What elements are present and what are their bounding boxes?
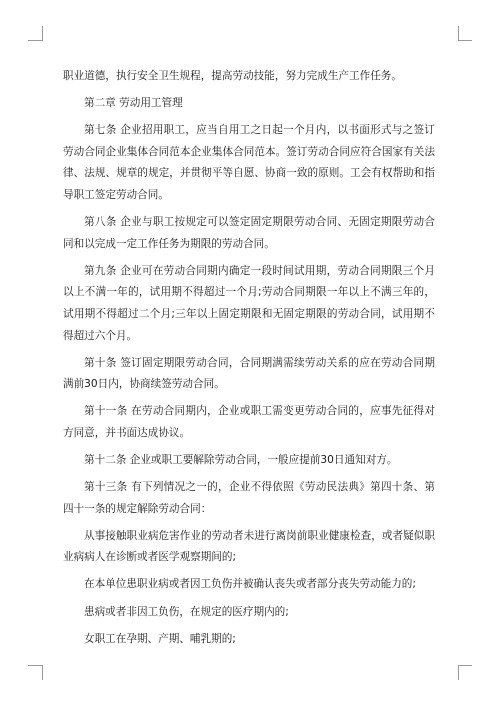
- document-body: [63, 66, 435, 656]
- chapter-heading: 第二章 劳动用工管理: [84, 97, 183, 110]
- list-item-occupational-exam: 从事接触职业病危害作业的劳动者未进行离岗前职业健康检查，或者疑似职业病病人在诊断或者医学观察期间的;: [63, 529, 435, 564]
- article-11: 第十一条 在劳动合同期内，企业或职工需变更劳动合同的，应事先征得对方同意，并书面达成协议。: [63, 405, 435, 439]
- article-12: 第十二条 企业或职工要解除劳动合同，一般应提前30日通知对方。: [84, 454, 398, 466]
- article-9: 第九条 企业可在劳动合同期内确定一段时间试用期，劳动合同期限三个月以上不满一年的，试用期不得超过一个月;劳动合同期限一年以上不满三年的，试用期不得超过二个月;三年以上固定期限和无固定期限的劳动合同，试用期不得超过六个月。: [63, 264, 435, 342]
- paragraph-continuation: 职业道德，执行安全卫生规程，提高劳动技能，努力完成生产工作任务。: [63, 70, 402, 82]
- list-item-occupational-disease: 在本单位患职业病或者因工负伤并被确认丧失或者部分丧失劳动能力的;: [84, 578, 416, 591]
- list-item-medical-period: 患病或者非因工负伤，在规定的医疗期内的;: [84, 605, 289, 618]
- list-item-female-worker: 女职工在孕期、产期、哺乳期的;: [84, 632, 236, 645]
- article-13: 第十三条 有下列情况之一的，企业不得依照《劳动民法典》第四十条、第四十一条的规定解除劳动合同：: [63, 481, 435, 515]
- article-10: 第十条 签订固定期限劳动合同，合同期满需续劳动关系的应在劳动合同期满前30日内，协商续签劳动合同。: [63, 356, 435, 391]
- article-8: 第八条 企业与职工按规定可以签定固定期限劳动合同、无固定期限劳动合同和以完成一定工作任务为期限的劳动合同。: [63, 216, 435, 250]
- article-7: 第七条 企业招用职工，应当自用工之日起一个月内，以书面形式与之签订劳动合同企业集体合同范本企业集体合同范本。签订劳动合同应符合国家有关法律、法规、规章的规定，并贯彻平等自愿、协商一致的原则。工会有权帮助和指导职工签定劳动合同。: [63, 124, 435, 201]
